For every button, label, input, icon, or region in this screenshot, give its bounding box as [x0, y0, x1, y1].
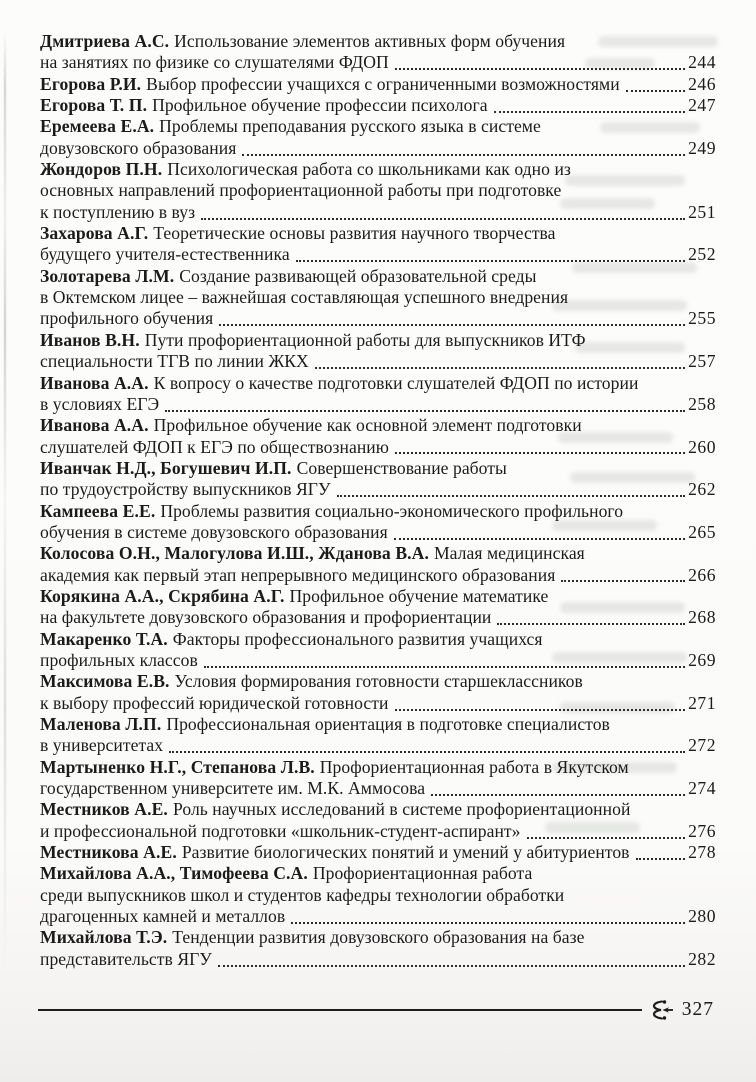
toc-entry — [40, 799, 716, 842]
toc-author: Иванов В.Н. — [40, 329, 140, 350]
toc-page-number: 247 — [688, 95, 716, 116]
toc-page-number: 265 — [688, 521, 716, 542]
toc-title-text: Малая медицинская — [433, 543, 585, 564]
toc-author: Мартыненко Н.Г., Степанова Л.В. — [40, 756, 315, 777]
leader-dots — [165, 410, 685, 412]
toc-page-number: 262 — [688, 479, 716, 500]
toc-title-text: государственном университете им. М.К. Аммосова — [40, 778, 426, 799]
toc-title-text: слушателей ФДОП к ЕГЭ по обществознанию — [40, 436, 389, 457]
toc-entry — [40, 74, 716, 95]
toc-entry — [40, 223, 716, 266]
toc-author: Максимова Е.В. — [40, 671, 170, 692]
leader-dots — [395, 452, 685, 454]
toc-title-text: в университетах — [40, 735, 164, 756]
toc-title-text: Использование элементов активных форм обучения — [174, 31, 566, 51]
toc-line — [40, 607, 716, 628]
leader-dots — [561, 580, 685, 582]
toc-author: Жондоров П.Н. — [40, 159, 163, 180]
toc-title-text: среди выпускников школ и студентов кафедры технологии обработки — [40, 884, 565, 905]
toc-title-text: в Октемском лицее – важнейшая составляющая успешного внедрения — [40, 287, 569, 308]
scan-edge-line — [4, 30, 6, 970]
toc-title-text: на факультете довузовского образования и профориентации — [40, 607, 492, 628]
toc-line — [40, 202, 716, 223]
toc-author: Маленова Л.П. — [40, 714, 162, 734]
toc-title-text: Профильное обучение математике — [289, 585, 549, 606]
toc-title-text: Профессиональная ориентация в подготовке специалистов — [166, 714, 610, 734]
toc-title-text: Совершенствование работы — [296, 457, 507, 478]
toc-line — [40, 650, 716, 671]
toc-author: Колосова О.Н., Малогулова И.Ш., Жданова В.А. — [40, 543, 429, 564]
toc-title-text: Профильное обучение профессии психолога — [152, 95, 488, 116]
toc-entry — [40, 586, 716, 629]
toc-line — [40, 244, 716, 265]
leader-dots — [494, 111, 686, 113]
toc-title-text: основных направлений профориентационной работы при подготовке — [40, 180, 562, 201]
toc-title-text: к поступлению в вуз — [40, 201, 196, 222]
toc-entry — [40, 757, 716, 800]
toc-line — [40, 565, 716, 586]
toc-line — [40, 159, 716, 180]
toc-page-number: 244 — [688, 52, 716, 73]
toc-title-text: Тенденции развития довузовского образования на базе — [172, 927, 585, 948]
toc-line — [40, 373, 716, 394]
toc-line — [40, 714, 716, 735]
toc-entry — [40, 842, 716, 863]
toc-author: Местников А.Е. — [40, 799, 168, 820]
toc-entry — [40, 95, 716, 116]
toc-line — [40, 330, 716, 351]
toc-title-text: профильных классов — [40, 649, 198, 670]
toc-page-number: 257 — [688, 351, 716, 372]
toc-title-text: и профессиональной подготовки «школьник-студент-аспирант» — [40, 820, 521, 841]
toc-line — [40, 266, 716, 287]
toc-page-number: 252 — [688, 244, 716, 265]
toc-line — [40, 479, 716, 500]
page-footer — [38, 999, 714, 1021]
toc-entry — [40, 373, 716, 416]
toc-title-text: Теоретические основы развития научного творчества — [153, 223, 556, 244]
toc-page-number: 280 — [688, 906, 716, 927]
toc-author: Иванчак Н.Д., Богушевич И.П. — [40, 457, 292, 478]
toc-author: Иванова А.А. — [40, 372, 149, 393]
toc-line — [40, 116, 716, 137]
toc-line — [40, 522, 716, 543]
leader-dots — [296, 260, 685, 262]
toc-line — [40, 693, 716, 714]
toc-title-text: к выбору профессий юридической готовности — [40, 692, 389, 713]
toc-line — [40, 842, 716, 863]
toc-title-text: Развитие биологических понятий и умений у абитуриентов — [181, 842, 630, 863]
toc-line — [40, 799, 716, 820]
toc-line — [40, 629, 716, 650]
toc-entry — [40, 116, 716, 159]
toc-title-text: Роль научных исследований в системе профориентационной — [172, 799, 631, 820]
toc-line — [40, 863, 716, 884]
toc-title-text: Факторы профессионального развития учащихся — [172, 628, 543, 649]
toc-line — [40, 138, 716, 159]
leader-dots — [636, 858, 686, 860]
folio-page-number: 327 — [681, 999, 714, 1020]
toc-line — [40, 501, 716, 522]
toc-page-number: 255 — [688, 308, 716, 329]
toc-line — [40, 821, 716, 842]
toc-page-number: 249 — [688, 137, 716, 158]
toc-page-number: 251 — [688, 201, 716, 222]
toc-entry — [40, 31, 716, 74]
toc-title-text: Пути профориентационной работы для выпускников ИТФ — [144, 329, 586, 350]
toc-author: Захарова А.Г. — [40, 223, 149, 244]
toc-entry — [40, 415, 716, 458]
leader-dots — [431, 794, 685, 796]
toc-page-number: 276 — [688, 820, 716, 841]
toc-entry — [40, 927, 716, 970]
toc-title-text: академия как первый этап непрерывного медицинского образования — [40, 564, 556, 585]
toc-title-text: Профориентационная работа в Якутском — [319, 756, 629, 777]
toc-title-text: Проблемы преподавания русского языка в системе — [159, 116, 541, 137]
toc-author: Макаренко Т.А. — [40, 628, 168, 649]
toc-list — [40, 31, 716, 970]
toc-page-number: 278 — [688, 842, 716, 863]
toc-page-number: 282 — [688, 948, 716, 969]
leader-dots — [315, 367, 685, 369]
toc-line — [40, 543, 716, 564]
toc-line — [40, 95, 716, 116]
toc-title-text: профильного обучения — [40, 308, 214, 329]
toc-line — [40, 394, 716, 415]
toc-line — [40, 287, 716, 308]
toc-line — [40, 415, 716, 436]
leader-dots — [395, 709, 686, 711]
toc-title-text: Профильное обучение как основной элемент подготовки — [153, 415, 582, 436]
leader-dots — [626, 90, 685, 92]
toc-line — [40, 906, 716, 927]
toc-page-number: 269 — [688, 649, 716, 670]
leader-dots — [527, 837, 686, 839]
toc-title-text: по трудоустройству выпускников ЯГУ — [40, 479, 331, 500]
left-arrow-fleuron-icon — [639, 999, 673, 1021]
toc-page-number: 272 — [688, 735, 716, 756]
toc-author: Местникова А.Е. — [40, 842, 177, 863]
leader-dots — [204, 666, 685, 668]
toc-line — [40, 885, 716, 906]
toc-page-number: 246 — [688, 73, 716, 94]
leader-dots — [242, 154, 685, 156]
toc-entry — [40, 543, 716, 586]
toc-title-text: Создание развивающей образовательной среды — [179, 265, 537, 286]
toc-author: Михайлова Т.Э. — [40, 927, 168, 948]
toc-author: Корякина А.А., Скрябина А.Г. — [40, 585, 285, 606]
toc-line — [40, 52, 716, 73]
toc-line — [40, 757, 716, 778]
toc-page-number: 258 — [688, 393, 716, 414]
toc-title-text: Проблемы развития социально-экономического профильного — [160, 500, 624, 521]
toc-title-text: довузовского образования — [40, 137, 237, 158]
toc-line — [40, 949, 716, 970]
toc-entry — [40, 501, 716, 544]
toc-page-number: 266 — [688, 564, 716, 585]
leader-dots — [497, 623, 685, 625]
toc-author: Егорова Т. П. — [40, 95, 148, 116]
toc-line — [40, 437, 716, 458]
toc-line — [40, 927, 716, 948]
toc-title-text: представительств ЯГУ — [40, 948, 212, 969]
toc-author: Золотарева Л.М. — [40, 265, 175, 286]
footer-rule — [38, 1009, 642, 1011]
toc-line — [40, 671, 716, 692]
toc-title-text: Выбор профессии учащихся с ограниченными возможностями — [146, 73, 620, 94]
toc-page-number: 271 — [688, 692, 716, 713]
toc-line — [40, 180, 716, 201]
toc-title-text: обучения в системе довузовского образования — [40, 521, 388, 542]
toc-line — [40, 586, 716, 607]
leader-dots — [218, 965, 685, 967]
toc-author: Михайлова А.А., Тимофеева С.А. — [40, 863, 308, 884]
leader-dots — [394, 538, 685, 540]
toc-line — [40, 735, 716, 756]
toc-title-text: Условия формирования готовности старшеклассников — [174, 671, 583, 692]
toc-entry — [40, 629, 716, 672]
toc-page-number: 268 — [688, 607, 716, 628]
toc-author: Егорова Р.И. — [40, 73, 142, 94]
toc-page-number: 274 — [688, 778, 716, 799]
leader-dots — [337, 495, 686, 497]
leader-dots — [395, 68, 685, 70]
toc-author: Дмитриева А.С. — [40, 31, 170, 51]
toc-title-text: на занятиях по физике со слушателями ФДОП — [40, 52, 389, 73]
toc-title-text: драгоценных камней и металлов — [40, 906, 286, 927]
toc-line — [40, 458, 716, 479]
toc-title-text: Профориентационная работа — [312, 863, 533, 884]
toc-entry — [40, 863, 716, 927]
toc-title-text: специальности ТГВ по линии ЖКХ — [40, 351, 309, 372]
toc-line — [40, 74, 716, 95]
leader-dots — [291, 922, 685, 924]
leader-dots — [201, 218, 685, 220]
toc-page-number: 260 — [688, 436, 716, 457]
toc-line — [40, 351, 716, 372]
toc-entry — [40, 266, 716, 330]
toc-title-text: Психологическая работа со школьниками как одно из — [167, 159, 571, 180]
toc-author: Иванова А.А. — [40, 415, 149, 436]
leader-dots — [169, 751, 685, 753]
toc-line — [40, 31, 716, 52]
toc-author: Кампеева Е.Е. — [40, 500, 156, 521]
leader-dots — [219, 324, 685, 326]
toc-entry — [40, 458, 716, 501]
toc-author: Еремеева Е.А. — [40, 116, 155, 137]
toc-entry — [40, 330, 716, 373]
toc-line — [40, 308, 716, 329]
toc-title-text: К вопросу о качестве подготовки слушателей ФДОП по истории — [153, 372, 639, 393]
toc-title-text: будущего учителя-естественника — [40, 244, 290, 265]
toc-title-text: в условиях ЕГЭ — [40, 393, 160, 414]
toc-entry — [40, 671, 716, 714]
toc-entry — [40, 159, 716, 223]
toc-line — [40, 778, 716, 799]
toc-line — [40, 223, 716, 244]
toc-entry — [40, 714, 716, 757]
